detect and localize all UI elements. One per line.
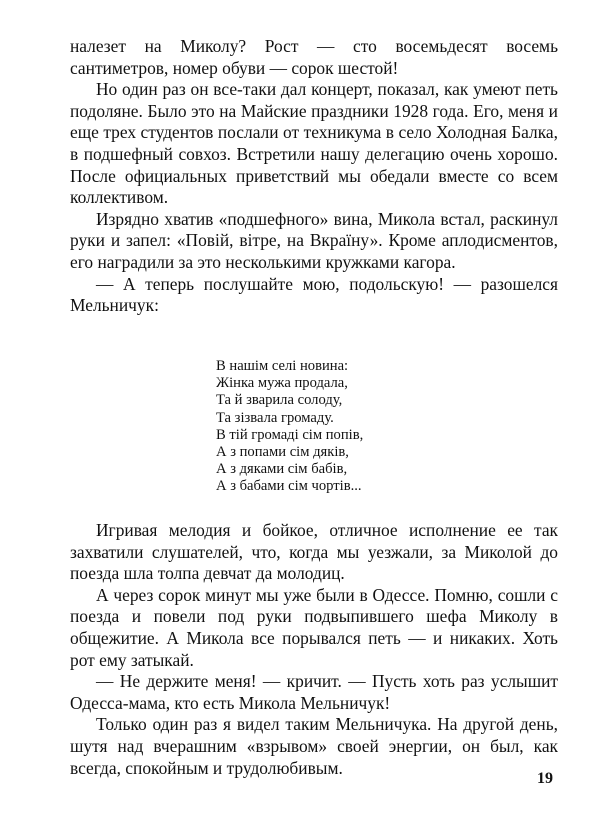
text-block-top [70, 36, 558, 317]
poem-line: А з попами сім дяків, [216, 444, 349, 461]
poem-line: Жінка мужа продала, [216, 375, 348, 392]
paragraph: — Не держите меня! — кричит. — Пусть хоть раз услышит Одесса-мама, кто есть Микола Мельничук! [70, 671, 558, 713]
poem-line: В нашім селі новина: [216, 358, 349, 374]
text-block-bottom [70, 520, 558, 779]
paragraph: Но один раз он все-таки дал концерт, показал, как умеют петь подоляне. Было это на Майские праздники 1928 года. Его, меня и еще трех студентов послали от техникума в село Холодная Балка, в подшефный совхоз. Встретили нашу делегацию очень хорошо. После официальных приветствий мы обедали вместе со всем коллективом. [70, 79, 558, 208]
page-number: 19 [537, 770, 553, 787]
poem-line: Та й зварила солоду, [216, 392, 343, 409]
poem-line: Та зізвала громаду. [216, 409, 334, 426]
paragraph: Игривая мелодия и бойкое, отличное исполнение ее так захватили слушателей, что, когда мы уезжали, за Миколой до поезда шла толпа девчат да молодиц. [70, 520, 558, 584]
paragraph: — А теперь послушайте мою, подольскую! — разошелся Мельничук: [70, 273, 558, 316]
paragraph: налезет на Миколу? Рост — сто восемьдесят восемь сантиметров, номер обуви — сорок шестой! [70, 36, 558, 78]
paragraph: Только один раз я видел таким Мельничука. На другой день, шутя над вчерашним «взрывом» своей энергии, он был, как всегда, спокойным и трудолюбивым. [70, 714, 558, 778]
poem-line: А з дяками сім бабів, [216, 461, 348, 478]
poem-line: В тій громаді сім попів, [216, 426, 364, 443]
paragraph: А через сорок минут мы уже были в Одессе. Помню, сошли с поезда и повели под руки подвыпившего шефа Миколу в общежитие. А Микола все порывался петь — и никаких. Хоть рот ему затыкай. [70, 584, 558, 670]
poem-line: А з бабами сім чортів... [216, 478, 362, 495]
paragraph: Изрядно хватив «подшефного» вина, Микола встал, раскинул руки и запел: «Повій, вітре, на Вкраїну». Кроме аплодисментов, его наградили за это несколькими кружками кагора. [70, 208, 558, 272]
poem [216, 358, 363, 496]
